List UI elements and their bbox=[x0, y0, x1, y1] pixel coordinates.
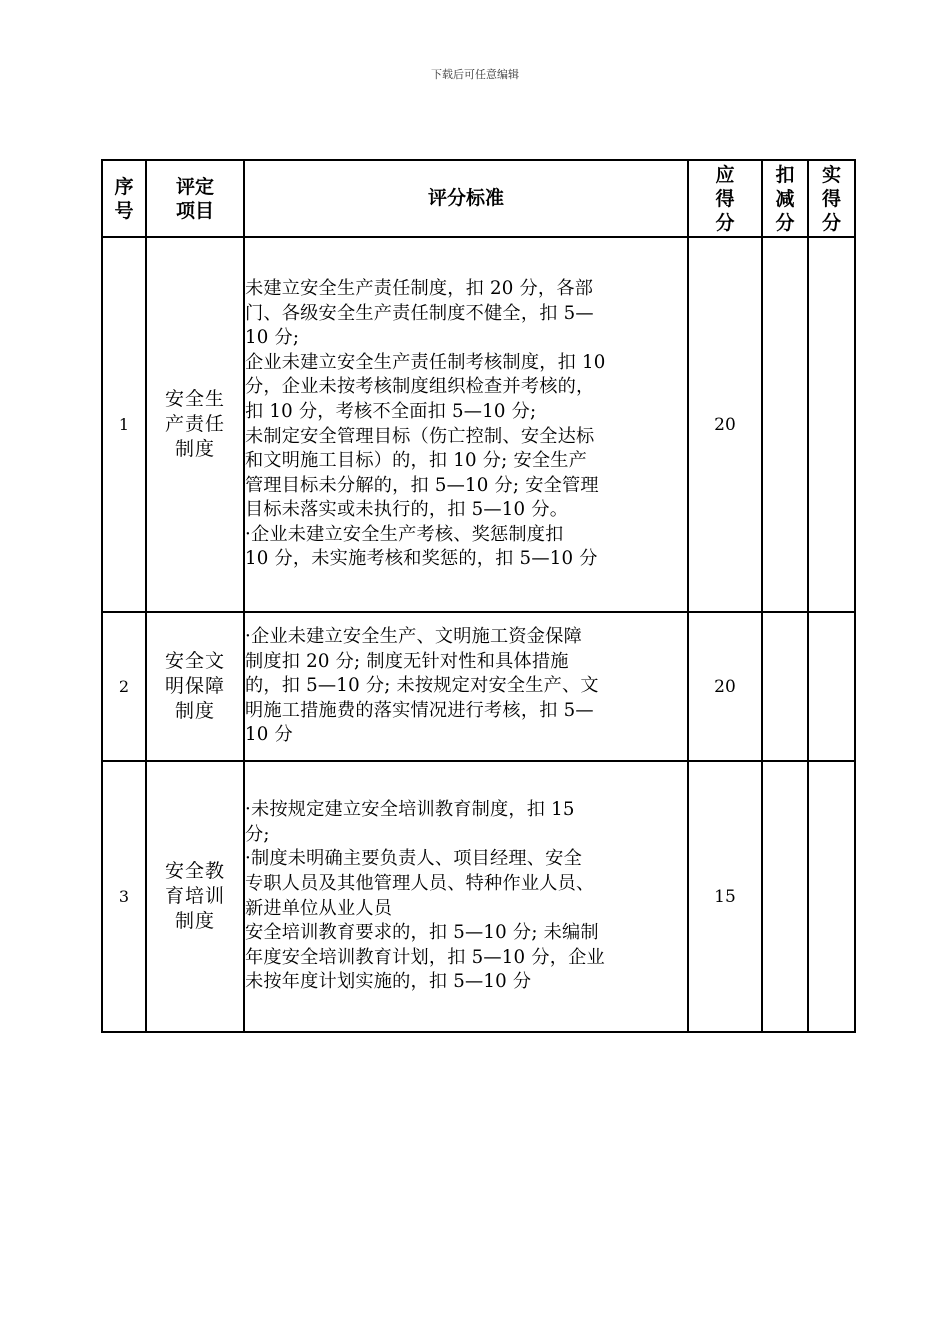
row-full-score: 20 bbox=[688, 237, 762, 612]
table-row bbox=[102, 612, 855, 761]
row-seq: 1 bbox=[102, 237, 146, 612]
row-actual[interactable] bbox=[808, 612, 855, 761]
header-full-score: 应 得 分 bbox=[688, 160, 762, 237]
row-criteria: 未建立安全生产责任制度，扣 20 分，各部 门、各级安全生产责任制度不健全，扣 5— 10 分; 企业未建立安全生产责任制考核制度，扣 10 分，企业未按考核制度组织检查并考核的， 扣 10 分，考核不全面扣 5—10 分; 未制定安全管理目标（伤亡控制、安全达标 和文明施工目标）的，扣 10 分; 安全生产 管理目标未分解的，扣 5—10 分; 安全管理 目标未落实或未执行的，扣 5—10 分。 ·企业未建立安全生产考核、奖惩制度扣 10 分，未实施考核和奖惩的，扣 5—10 分 bbox=[244, 237, 688, 612]
row-seq: 2 bbox=[102, 612, 146, 761]
row-item: 安全文 明保障 制度 bbox=[146, 612, 244, 761]
scoring-table bbox=[101, 159, 856, 1033]
row-actual[interactable] bbox=[808, 237, 855, 612]
download-note: 下载后可任意编辑 bbox=[431, 68, 519, 81]
row-item: 安全生 产责任 制度 bbox=[146, 237, 244, 612]
row-full-score: 15 bbox=[688, 761, 762, 1032]
header-actual: 实 得 分 bbox=[808, 160, 855, 237]
header-row bbox=[102, 160, 855, 237]
row-actual[interactable] bbox=[808, 761, 855, 1032]
row-item: 安全教 育培训 制度 bbox=[146, 761, 244, 1032]
row-criteria: ·企业未建立安全生产、文明施工资金保障 制度扣 20 分; 制度无针对性和具体措施 的，扣 5—10 分; 未按规定对安全生产、文 明施工措施费的落实情况进行考核，扣 5— 10 分 bbox=[244, 612, 688, 761]
row-criteria: ·未按规定建立安全培训教育制度，扣 15 分; ·制度未明确主要负责人、项目经理、安全 专职人员及其他管理人员、特种作业人员、 新进单位从业人员 安全培训教育要求的，扣 5—10 分; 未编制 年度安全培训教育计划，扣 5—10 分，企业 未按年度计划实施的，扣 5—10 分 bbox=[244, 761, 688, 1032]
row-full-score: 20 bbox=[688, 612, 762, 761]
header-seq: 序 号 bbox=[102, 160, 146, 237]
row-deduction[interactable] bbox=[762, 761, 808, 1032]
header-deduction: 扣 减 分 bbox=[762, 160, 808, 237]
row-deduction[interactable] bbox=[762, 237, 808, 612]
row-deduction[interactable] bbox=[762, 612, 808, 761]
table-row bbox=[102, 761, 855, 1032]
table-row bbox=[102, 237, 855, 612]
row-seq: 3 bbox=[102, 761, 146, 1032]
header-criteria: 评分标准 bbox=[244, 160, 688, 237]
header-item: 评定 项目 bbox=[146, 160, 244, 237]
